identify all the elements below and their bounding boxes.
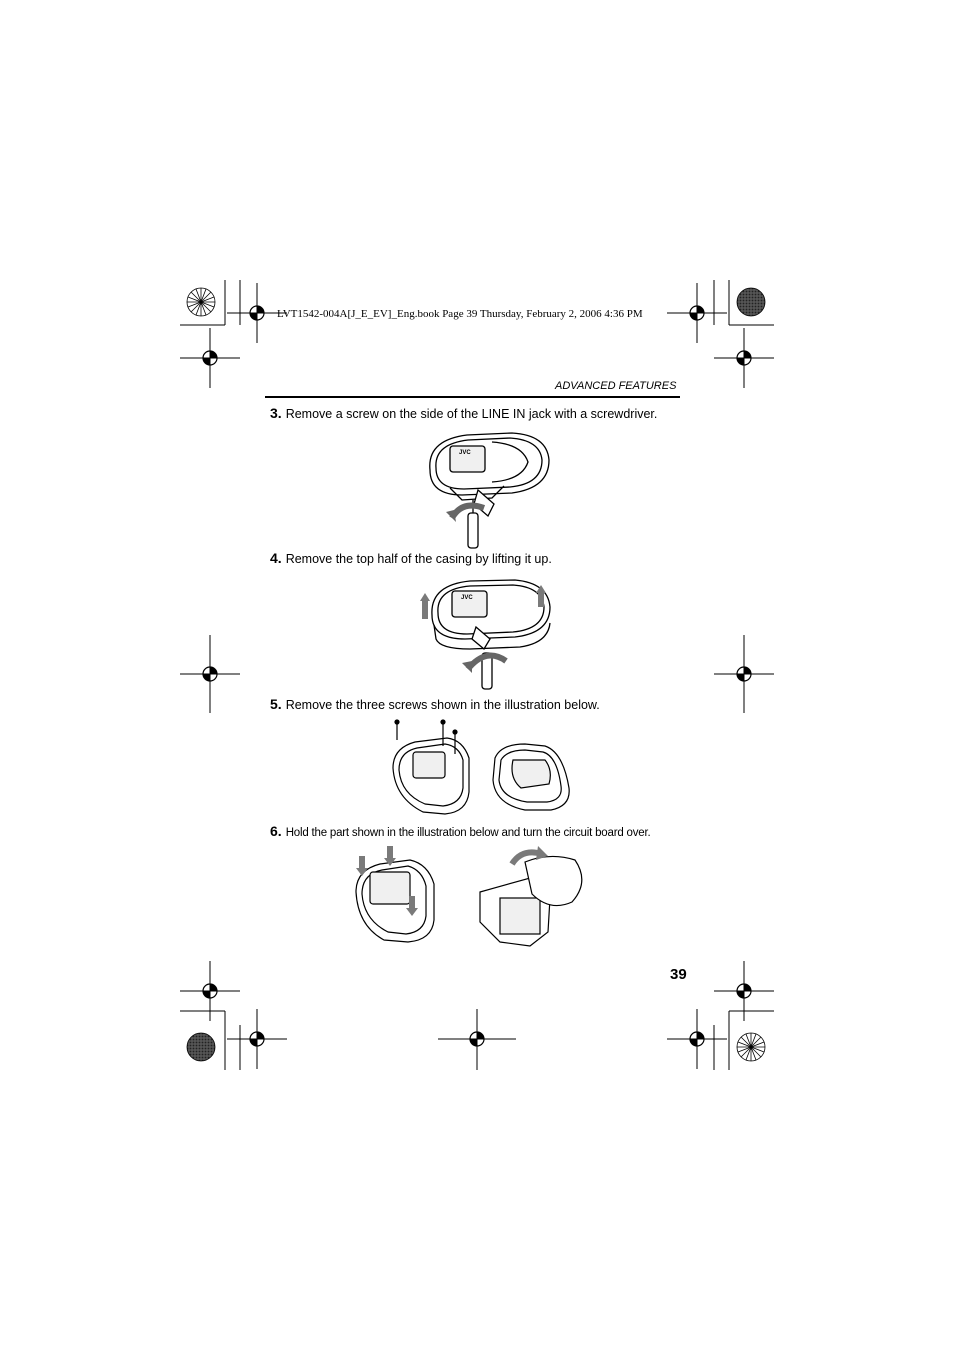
registration-starburst	[737, 1033, 765, 1061]
step-6	[270, 823, 650, 841]
registration-crosshair	[227, 1009, 287, 1069]
step-text: Remove the top half of the casing by lifting it up.	[285, 552, 552, 566]
step-number: 6.	[270, 823, 282, 839]
registration-crosshair	[180, 328, 240, 388]
registration-crosshair	[667, 1009, 727, 1069]
page-number: 39	[670, 966, 687, 983]
step-4	[270, 550, 552, 568]
header-rule	[265, 396, 680, 398]
brand-label: JVC	[461, 595, 473, 601]
step-5	[270, 696, 600, 714]
file-info-header: LVT1542-004A[J_E_EV]_Eng.book Page 39 Thursday, February 2, 2006 4:36 PM	[277, 308, 643, 320]
registration-dot-circle	[737, 288, 765, 316]
step-text: Remove a screw on the side of the LINE IN jack with a screwdriver.	[285, 407, 658, 421]
step-number: 5.	[270, 696, 282, 712]
registration-crosshair	[667, 283, 727, 343]
registration-crosshair	[714, 328, 774, 388]
registration-starburst	[187, 288, 215, 316]
illustration-turn-circuit-board	[350, 842, 600, 952]
step-text: Hold the part shown in the illustration below and turn the circuit board over.	[285, 827, 651, 839]
step-number: 4.	[270, 550, 282, 566]
step-3	[270, 405, 657, 423]
step-text: Remove the three screws shown in the illustration below.	[285, 698, 600, 712]
registration-crosshair	[714, 961, 774, 1021]
registration-dot-circle	[187, 1033, 215, 1061]
illustration-lift-top-casing	[410, 577, 560, 692]
section-title: ADVANCED FEATURES	[555, 380, 677, 392]
step-number: 3.	[270, 405, 282, 421]
illustration-remove-three-screws	[385, 718, 585, 818]
brand-label: JVC	[459, 450, 471, 456]
illustration-remove-side-screw	[422, 430, 552, 550]
registration-crosshair	[180, 961, 240, 1021]
